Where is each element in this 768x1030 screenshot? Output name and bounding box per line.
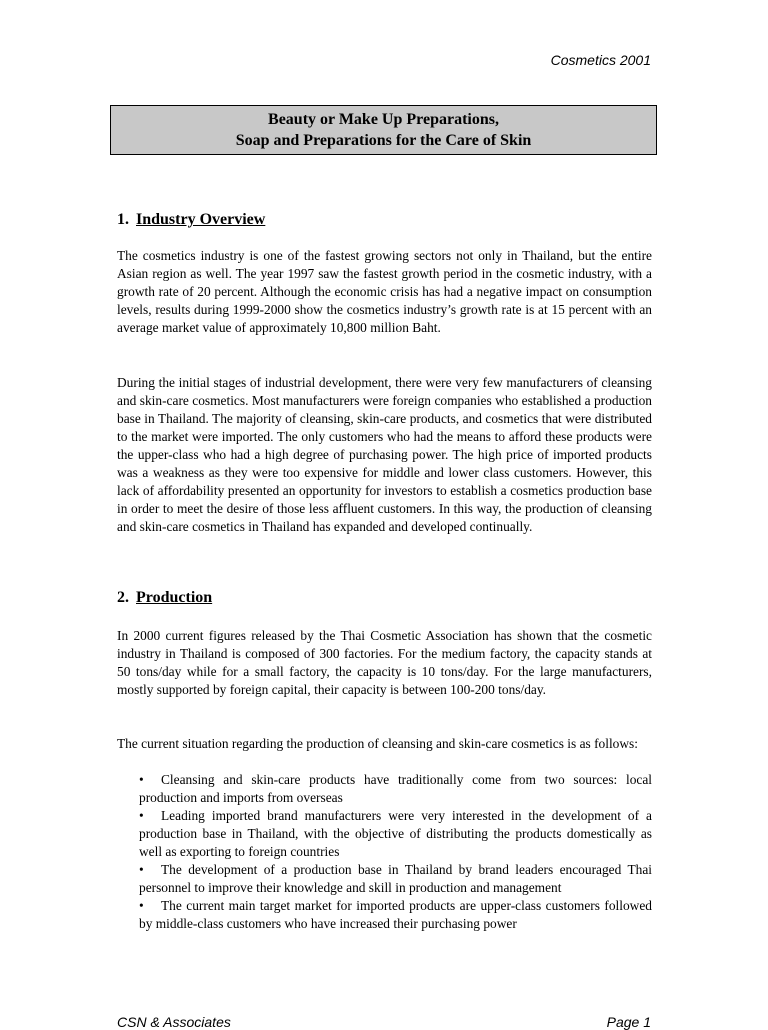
bullet-icon: • [139, 862, 144, 877]
section-heading-production [117, 588, 212, 608]
list-item: • The development of a production base in Thailand by brand leaders encouraged Thai personnel to improve their knowledge and skill in production and management [139, 862, 652, 895]
section-number: 2. [117, 589, 129, 606]
section-title: Industry Overview [136, 211, 266, 228]
section-title: Production [136, 589, 213, 606]
bullet-icon: • [139, 772, 144, 787]
footer-company: CSN & Associates [117, 1014, 231, 1030]
bullet-icon: • [139, 898, 144, 913]
section-number: 1. [117, 211, 129, 228]
list-item: • Leading imported brand manufacturers were very interested in the development of a production base in Thailand, with the objective of distributing the products domestically as well as exporting to foreign countries [139, 808, 652, 859]
list-item: • The current main target market for imported products are upper-class customers followed by middle-class customers who have increased their purchasing power [139, 898, 652, 931]
section-heading-industry-overview [117, 210, 265, 230]
paragraph: The current situation regarding the production of cleansing and skin-care cosmetics is as follows: [117, 736, 638, 751]
title-line-1: Beauty or Make Up Preparations, [268, 111, 499, 128]
document-label: Cosmetics 2001 [550, 52, 651, 68]
list-item: • Cleansing and skin-care products have traditionally come from two sources: local production and imports from overseas [139, 772, 652, 805]
title-line-2: Soap and Preparations for the Care of Skin [235, 132, 532, 149]
bullet-list [117, 771, 652, 933]
paragraph: During the initial stages of industrial development, there were very few manufacturers of cleansing and skin-care cosmetics. Most manufacturers were foreign companies who established a production base in Thailand. The majority of cleansing, skin-care products, and cosmetics that were distributed to the market were imported. The only customers who had the means to afford these products were the upper-class who had a high degree of purchasing power. The high price of imported products was a weakness as they were too expensive for middle and lower class customers. However, this lack of affordability presented an opportunity for investors to establish a cosmetics production base in order to meet the desire of those less affluent customers. In this way, the production of cleansing and skin-care cosmetics in Thailand has expanded and developed continually. [117, 375, 652, 534]
bullet-icon: • [139, 808, 144, 823]
title-box [110, 105, 657, 155]
footer-page-number: Page 1 [606, 1014, 651, 1030]
paragraph: In 2000 current figures released by the Thai Cosmetic Association has shown that the cosmetic industry in Thailand is composed of 300 factories. For the medium factory, the capacity stands at 50 tons/day while for a small factory, the capacity is 10 tons/day. For the large manufacturers, mostly supported by foreign capital, their capacity is between 100-200 tons/day. [117, 628, 652, 697]
paragraph: The cosmetics industry is one of the fastest growing sectors not only in Thailand, but the entire Asian region as well. The year 1997 saw the fastest growth period in the cosmetic industry, with a growth rate of 20 percent. Although the economic crisis has had a negative impact on consumption levels, results during 1999-2000 show the cosmetics industry’s growth rate is at 15 percent with an average market value of approximately 10,800 million Baht. [117, 248, 652, 335]
